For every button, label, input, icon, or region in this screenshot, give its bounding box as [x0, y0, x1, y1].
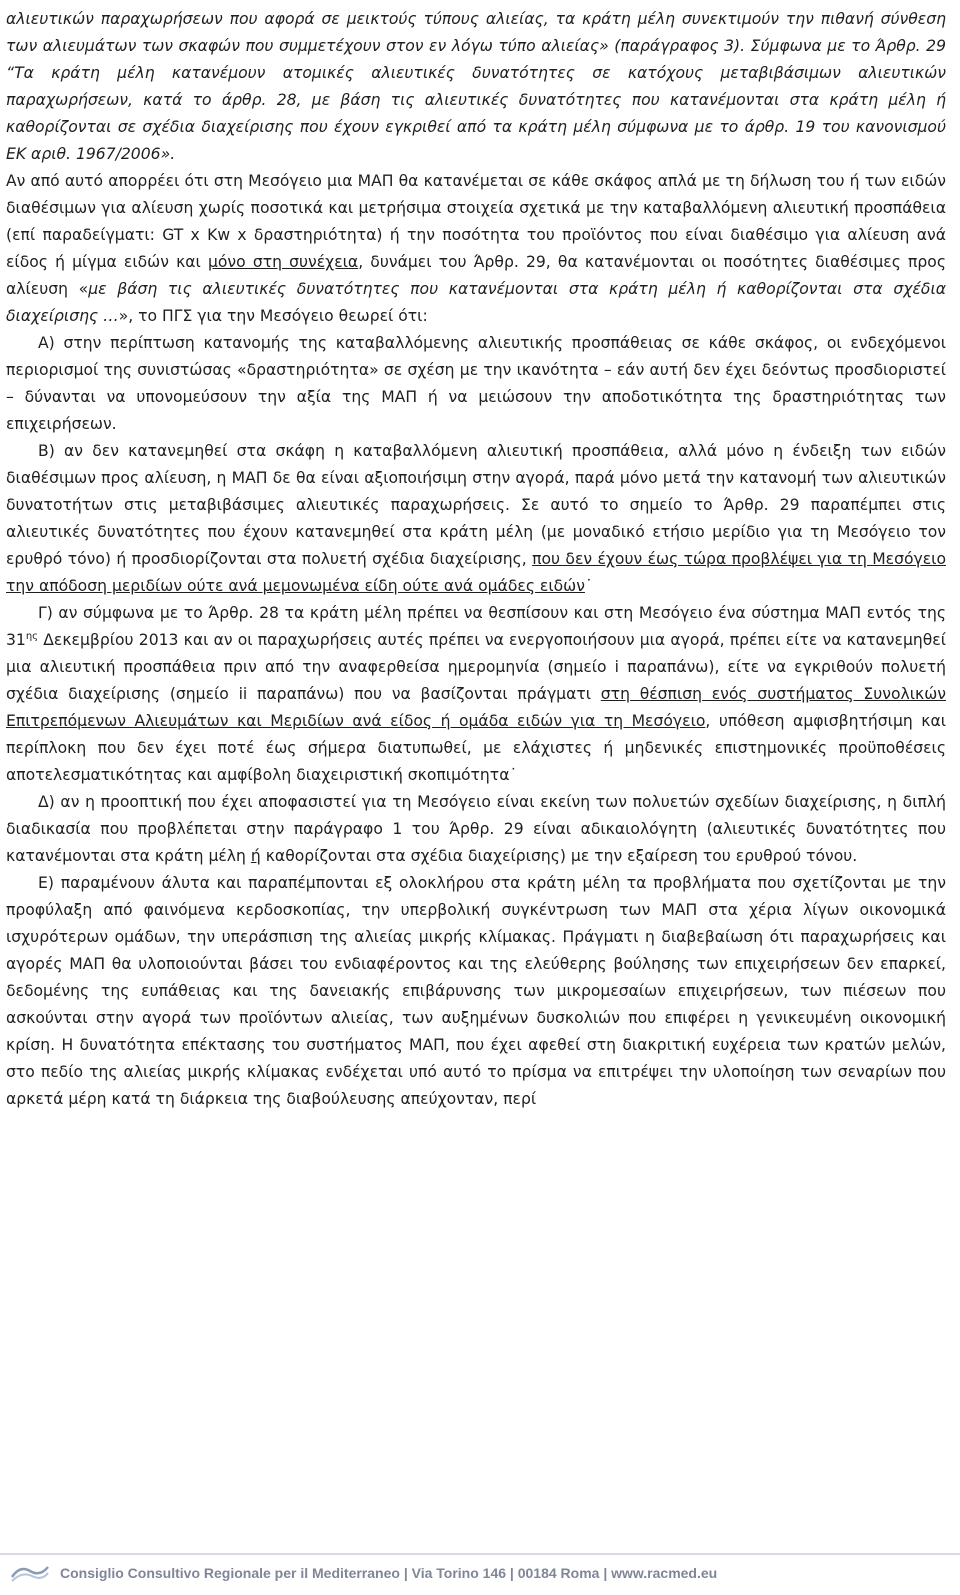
paragraph-text: Α) στην περίπτωση κατανομής της καταβαλλόμενης αλιευτικής προσπάθειας σε κάθε σκάφος, οι ενδεχόμενοι περιορισμοί της συνιστώσας «δραστηριότητα» σε σχέση με την ικανότητα – εάν αυτή δεν έχει δεόντως προσδιοριστεί – δύνανται να υπονομεύσουν την αξία της ΜΑΠ ή να μειώσουν την αποδοτικότητα της δραστηριότητας των επιχειρήσεων.	[6, 334, 946, 433]
paragraph-text: , υπόθεση αμφισβητήσιμη και περίπλοκη που δεν έχει ποτέ έως σήμερα διατυπωθεί, με ελάχιστες ή μηδενικές επιστημονικές προϋποθέσεις αποτελεσματικότητας και αμφίβολη διαχειριστική σκοπιμότητα˙	[6, 712, 947, 784]
underlined-text: στη θέσπιση ενός συστήματος Συνολικών Επιτρεπόμενων Αλιευμάτων και Μεριδίων ανά είδος ή ομάδα ειδών για τη Μεσόγειο	[6, 685, 946, 730]
paragraph-text: Δεκεμβρίου 2013 και αν οι παραχωρήσεις αυτές πρέπει να ενεργοποιήσουν μια αγορά, πρέπει είτε να κατανεμηθεί μια αλιευτική προσπάθεια πριν από την αναφερθείσα ημερομηνία (σημείο i παραπάνω), είτε να εγκριθούν πολυετή σχέδια διαχείρισης (σημείο ii παραπάνω) που να βασίζονται πράγματι	[6, 631, 946, 703]
paragraph-text: Δ) αν η προοπτική που έχει αποφασιστεί για τη Μεσόγειο είναι εκείνη των πολυετών σχεδίων διαχείρισης, η διπλή διαδικασία που προβλέπεται στην παράγραφο 1 του Άρθρ. 29 είναι αδικαιολόγητη (αλιευτικές δυνατότητες που κατανέμονται στα κράτη μέλη	[6, 793, 946, 865]
racmed-logo-icon	[8, 1559, 52, 1585]
paragraph-text: Β) αν δεν κατανεμηθεί στα σκάφη η καταβαλλόμενη αλιευτική προσπάθεια, αλλά μόνο η ένδειξη των ειδών διαθέσιμων προς αλίευση, η ΜΑΠ δε θα είναι αξιοποιήσιμη στην αγορά, παρά μόνο μετά την κατανομή των αλιευτικών δυνατοτήτων στις μεταβιβάσιμες αλιευτικές παραχωρήσεις. Σε αυτό το σημείο το Άρθρ. 29 παραπέμπει στις αλιευτικές δυνατότητες που έχουν κατανεμηθεί στα κράτη μέλη (με μοναδικό ετήσιο μερίδιο για τη Μεσόγειο τον ερυθρό τόνο) ή προσδιορίζονται στα πολυετή σχέδια διαχείρισης,	[6, 442, 946, 568]
paragraph-text: , δυνάμει του Άρθρ. 29, θα κατανέμονται οι ποσότητες διαθέσιμες προς αλίευση «	[6, 253, 947, 298]
page-footer	[0, 1553, 960, 1593]
paragraph-text: καθορίζονται στα σχέδια διαχείρισης) με την εξαίρεση του ερυθρού τόνου.	[260, 847, 858, 865]
underlined-text: ή	[250, 847, 261, 865]
paragraph-text: Γ) αν σύμφωνα με το Άρθρ. 28 τα κράτη μέλη πρέπει να θεσπίσουν και στη Μεσόγειο ένα σύστημα ΜΑΠ εντός της 31	[6, 604, 946, 649]
paragraph-text: ˙	[584, 577, 593, 595]
superscript-ordinal: ης	[25, 630, 39, 642]
paragraph-point-d	[6, 789, 946, 870]
paragraph-text: αλιευτικών παραχωρήσεων που αφορά σε μεικτούς τύπους αλιείας, τα κράτη μέλη συνεκτιμούν την πιθανή σύνθεση των αλιευμάτων των σκαφών που συμμετέχουν στον εν λόγω τύπο αλιείας» (παράγραφος 3). Σύμφωνα με το Άρθρ. 29 “Τα κράτη μέλη κατανέμουν ατομικές αλιευτικές δυνατότητες σε κατόχους μεταβιβάσιμων αλιευτικών παραχωρήσεων, κατά το άρθρ. 28, με βάση τις αλιευτικές δυνατότητες που κατανέμονται στα κράτη μέλη ή καθορίζονται σε σχέδια διαχείρισης που έχουν εγκριθεί από τα κράτη μέλη σύμφωνα με το άρθρ. 19 του κανονισμού ΕΚ αριθ. 1967/2006».	[6, 10, 946, 163]
paragraph-point-e	[6, 870, 946, 1113]
underlined-text: που δεν έχουν έως τώρα προβλέψει για τη Μεσόγειο την απόδοση μεριδίων ούτε ανά μεμονωμένα είδη ούτε ανά ομάδες ειδών	[6, 550, 946, 595]
paragraph-text: Αν από αυτό απορρέει ότι στη Μεσόγειο μια ΜΑΠ θα κατανέμεται σε κάθε σκάφος απλά με τη δήλωση του ή των ειδών διαθέσιμων για αλίευση χωρίς ποσοτικά και μετρήσιμα στοιχεία σχετικά με την καταβαλλόμενη αλιευτική προσπάθεια (επί παραδείγματι: GT x Kw x δραστηριότητα) ή την ποσότητα του προϊόντος που είναι διαθέσιμο για αλίευση ανά είδος ή μίγμα ειδών και	[6, 172, 946, 271]
underlined-text: μόνο στη συνέχεια	[207, 253, 359, 271]
italic-quote: με βάση τις αλιευτικές δυνατότητες που κατανέμονται στα κράτη μέλη ή καθορίζονται στα σχέδια διαχείρισης …	[6, 280, 946, 325]
paragraph-text: Ε) παραμένουν άλυτα και παραπέμπονται εξ ολοκλήρου στα κράτη μέλη τα προβλήματα που σχετίζονται με την προφύλαξη από φαινόμενα κερδοσκοπίας, την υπερβολική συγκέντρωση των ΜΑΠ στα χέρια λίγων οικονομικά ισχυρότερων ομάδων, την υπεράσπιση της αλιείας μικρής κλίμακας. Πράγματι η διαβεβαίωση ότι παραχωρήσεις και αγορές ΜΑΠ θα υλοποιούνται βάσει του ενδιαφέροντος και της ελεύθερης βούλησης των επιχειρήσεων δεν επαρκεί, δεδομένης της ευπάθειας και της δανειακής επιβάρυνσης των μικρομεσαίων επιχειρήσεων, των πιέσεων που ασκούνται στην αγορά των προϊόντων αλιείας, των αυξημένων δυσκολιών που επιφέρει η γενικευμένη οικονομική κρίση. Η δυνατότητα επέκτασης του συστήματος ΜΑΠ, που έχει αφεθεί στη διακριτική ευχέρεια των κρατών μελών, στο πεδίο της αλιείας μικρής κλίμακας ενδέχεται υπό αυτό το πρίσμα να επιτρέψει την υλοποίηση των σεναρίων που αρκετά μέρη κατά τη διάρκεια της διαβούλευσης απεύχονταν, περί	[6, 874, 946, 1108]
paragraph-point-b	[6, 438, 946, 600]
paragraph-quote	[6, 6, 946, 168]
paragraph-text: », το ΠΓΣ για την Μεσόγειο θεωρεί ότι:	[118, 307, 428, 325]
paragraph-point-a	[6, 330, 946, 438]
footer-address: Consiglio Consultivo Regionale per il Mediterraneo | Via Torino 146 | 00184 Roma | www.racmed.eu	[60, 1565, 718, 1581]
paragraph-point-c	[6, 600, 946, 789]
paragraph-intro	[6, 168, 946, 330]
